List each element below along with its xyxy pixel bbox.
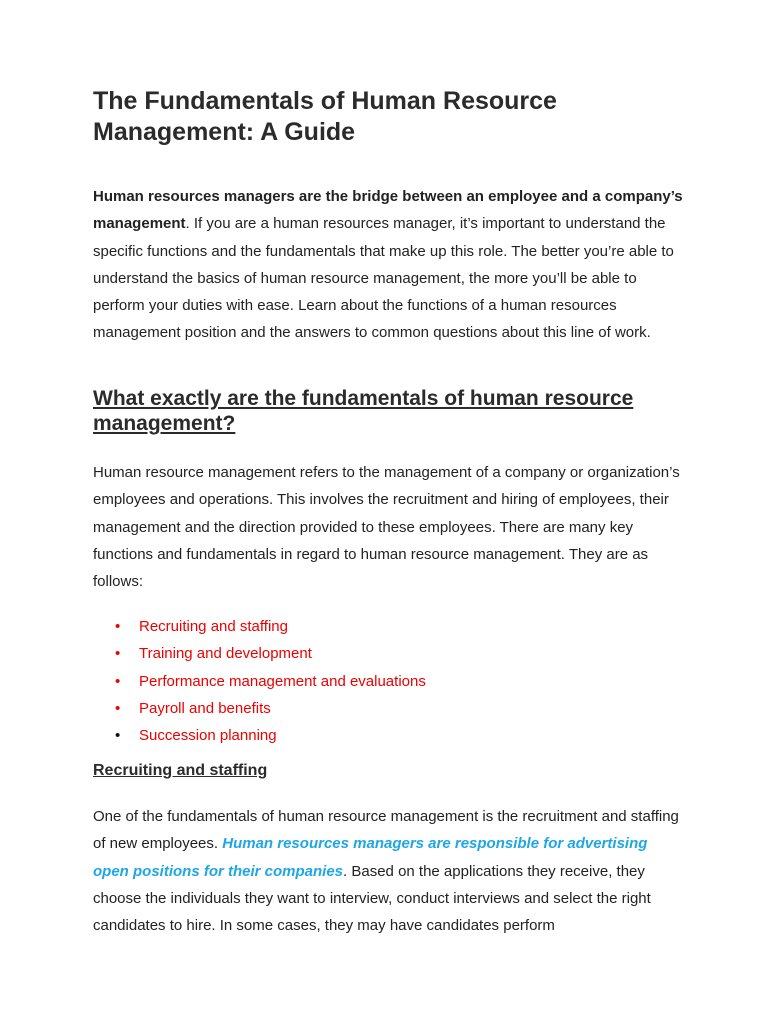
section-heading-fundamentals: What exactly are the fundamentals of human resource management? bbox=[93, 387, 634, 435]
list-item bbox=[93, 613, 683, 640]
bullet-dot-icon: • bbox=[115, 672, 121, 690]
page-title: The Fundamentals of Human Resource Management: A Guide bbox=[93, 87, 557, 146]
list-item-label: Performance management and evaluations bbox=[139, 672, 426, 690]
bullet-dot-icon: • bbox=[115, 727, 121, 745]
list-item bbox=[93, 668, 683, 695]
list-item bbox=[93, 722, 683, 749]
list-item bbox=[93, 695, 683, 722]
section-heading-recruiting: Recruiting and staffing bbox=[93, 762, 268, 779]
fundamentals-bullet-list bbox=[93, 613, 683, 749]
list-item-label: Succession planning bbox=[139, 727, 277, 745]
list-item-label: Payroll and benefits bbox=[139, 699, 271, 717]
fundamentals-paragraph: Human resource management refers to the management of a company or organization’s employees and operations. This involves the recruitment and hiring of employees, their management and the direction provided to these employees. There are many key functions and fundamentals in regard to human resource management. They are as follows: bbox=[93, 464, 680, 591]
bullet-dot-icon: • bbox=[115, 699, 121, 717]
recruiting-text-start: One of the fundamentals of human resource management is the recruitment and staffing of new employees. bbox=[93, 808, 679, 853]
recruiting-emphasis-link[interactable]: Human resources managers are responsible for advertising open positions for their companies bbox=[93, 835, 648, 880]
intro-paragraph bbox=[93, 183, 683, 347]
list-item-label: Training and development bbox=[139, 645, 312, 663]
list-item bbox=[93, 640, 683, 667]
list-item-label: Recruiting and staffing bbox=[139, 618, 288, 635]
recruiting-text-end: . Based on the applications they receive, they choose the individuals they want to interview, conduct interviews and select the right candidates to hire. In some cases, they may have candidates perform bbox=[93, 862, 651, 935]
intro-bold-lead: Human resources managers are the bridge between an employee and a company’s management bbox=[93, 188, 683, 233]
intro-rest: . If you are a human resources manager, it’s important to understand the specific functions and the fundamentals that make up this role. The better you’re able to understand the basics of human resource management, the more you’ll be able to perform your duties with ease. Learn about the functions of a human resources management position and the answers to common questions about this line of work. bbox=[93, 215, 674, 342]
bullet-dot-icon: • bbox=[115, 618, 121, 635]
bullet-dot-icon: • bbox=[115, 645, 121, 663]
recruiting-paragraph bbox=[93, 803, 683, 939]
